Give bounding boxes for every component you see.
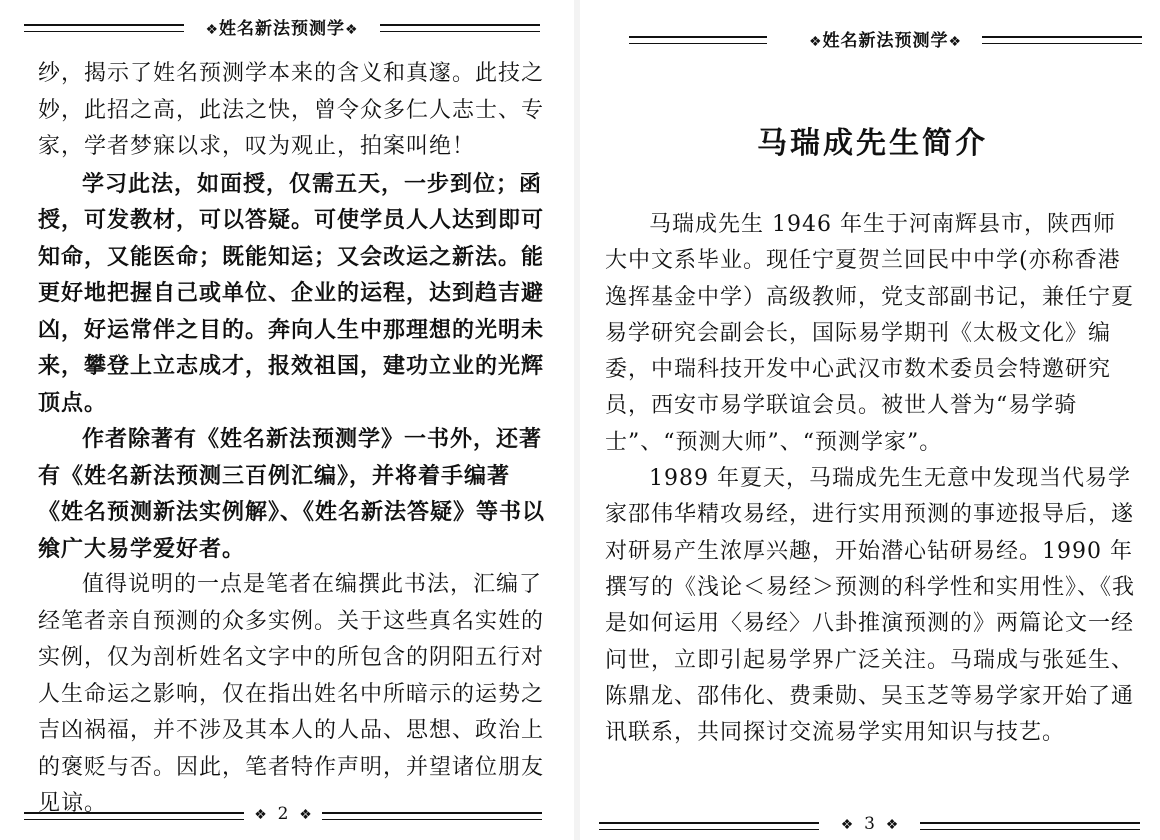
- left-page: [0, 0, 570, 840]
- footer-rule: [599, 822, 819, 830]
- header-rule: [380, 24, 540, 32]
- header-rule: [982, 36, 1142, 44]
- section-title: 马瑞成先生简介: [757, 126, 988, 161]
- paragraph: 学习此法，如面授，仅需五天，一步到位；函授，可发教材，可以答疑。可使学员人人达到即可知命，又能医命；既能知运；又会改运之新法。能更好地把握自己或单位、企业的运程，达到趋吉避凶，好运常伴之目的。奔向人生中那理想的光明未来，攀登上立志成才，报效祖国，建功立业的光辉顶点。: [38, 170, 545, 416]
- paragraph: 马瑞成先生 1946 年生于河南辉县市，陕西师大中文系毕业。现任宁夏贺兰回民中中学(亦称香港逸挥基金中学）高级教师，党支部副书记，兼任宁夏易学研究会副会长，国际易学期刊《太极文化》编委，中瑞科技开发中心武汉市数术委员会特邀研究员，西安市易学联谊会员。被世人誉为“易学骑士”、“预测大师”、“预测学家”。: [605, 212, 1135, 455]
- paragraph: 值得说明的一点是笔者在编撰此书法，汇编了经笔者亲自预测的众多实例。关于这些真名实姓的实例，仅为剖析姓名文字中的所包含的阴阳五行对人生命运之影响，仅在指出姓名中所暗示的运势之吉凶祸福，并不涉及其本人的人品、思想、政治上的褒贬与否。因此，笔者特作声明，并望诸位朋友见谅。: [38, 572, 545, 816]
- paragraph: 作者除著有《姓名新法预测学》一书外，还著有《姓名新法预测三百例汇编》，并将着手编著《姓名预测新法实例解》、《姓名新法答疑》等书以飨广大易学爱好者。: [38, 426, 546, 562]
- right-footer: [599, 814, 1140, 838]
- book-gutter: [574, 0, 580, 840]
- running-title: ❖姓名新法预测学❖: [205, 19, 359, 39]
- footer-rule: [24, 812, 244, 820]
- header-rule: [629, 36, 767, 44]
- ornament-icon: ❖: [254, 807, 267, 823]
- running-title: ❖姓名新法预测学❖: [808, 31, 963, 51]
- right-running-header: [629, 26, 1142, 50]
- page-number: ❖ 3 ❖: [840, 814, 899, 834]
- right-page: [585, 0, 1160, 840]
- left-footer: [24, 804, 542, 828]
- left-body-text: [38, 56, 548, 823]
- ornament-icon: ❖: [948, 34, 963, 50]
- right-body-text: [605, 207, 1135, 751]
- left-running-header: [24, 14, 540, 38]
- page-number: ❖ 2 ❖: [254, 804, 312, 824]
- ornament-icon: ❖: [345, 22, 359, 38]
- ornament-icon: ❖: [205, 22, 219, 38]
- header-rule: [24, 24, 184, 32]
- ornament-icon: ❖: [808, 34, 823, 50]
- ornament-icon: ❖: [299, 807, 312, 823]
- paragraph: 1989 年夏天，马瑞成先生无意中发现当代易学家邵伟华精攻易经，进行实用预测的事迹报导后，遂对研易产生浓厚兴趣，开始潜心钻研易经。1990 年撰写的《浅论＜易经＞预测的科学性和实用性》、《我是如何运用〈易经〉八卦推演预测的》两篇论文一经问世，立即引起易学界广泛关注。马瑞成与张延生、陈鼎龙、邵伟化、费秉勋、吴玉芝等易学家开始了通讯联系，共同探讨交流易学实用知识与技艺。: [605, 466, 1136, 746]
- ornament-icon: ❖: [840, 817, 854, 833]
- footer-rule: [322, 812, 542, 820]
- paragraph: 纱，揭示了姓名预测学本来的含义和真邃。此技之妙，此招之高，此法之快，曾令众多仁人志士、专家，学者梦寐以求，叹为观止，拍案叫绝！: [38, 61, 545, 159]
- footer-rule: [920, 822, 1140, 830]
- ornament-icon: ❖: [885, 817, 899, 833]
